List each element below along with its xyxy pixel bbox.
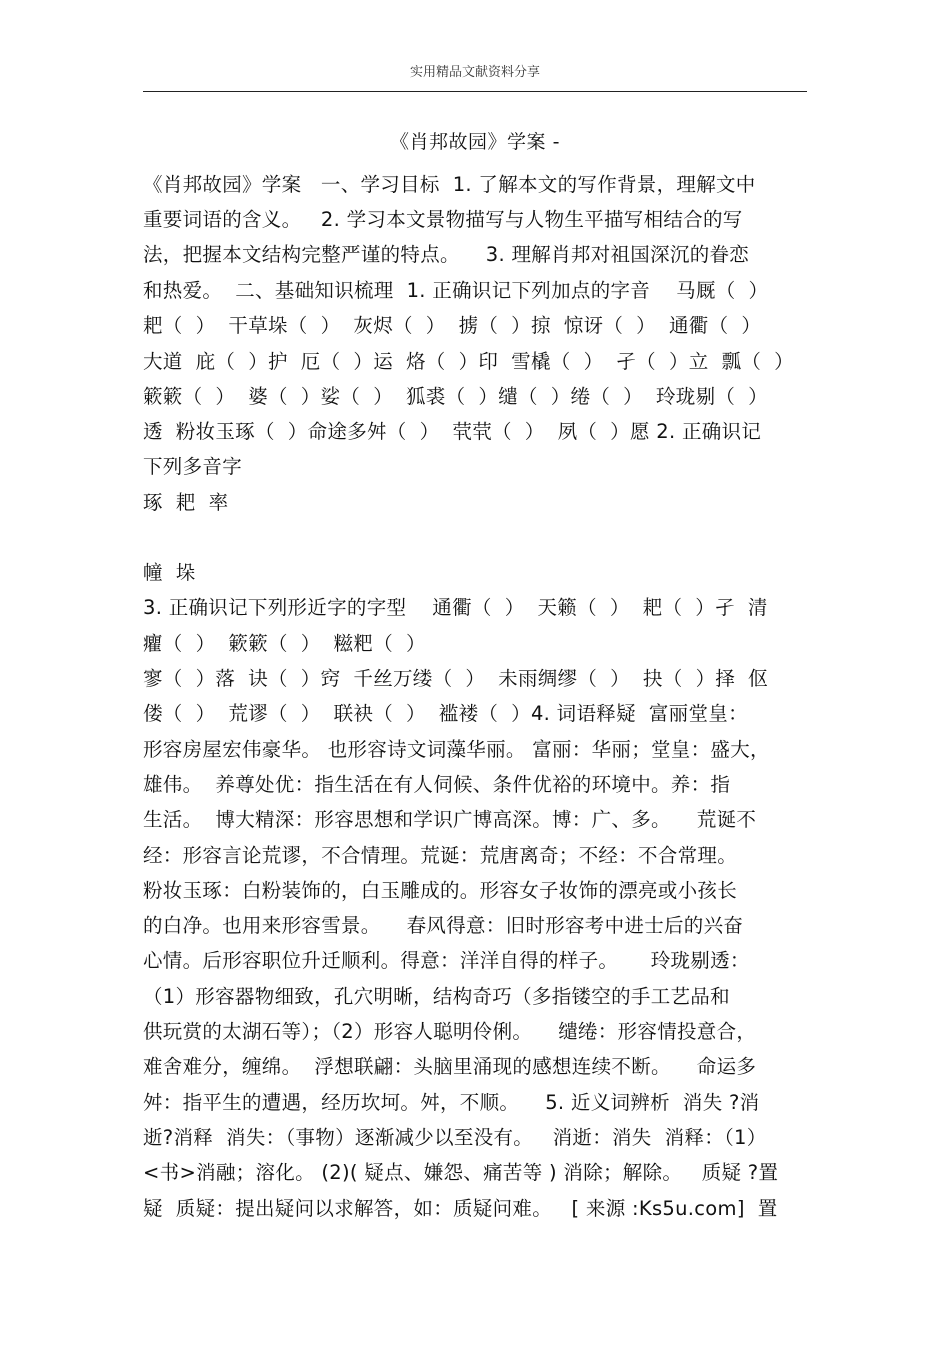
- body-line: 和热爱。 二、基础知识梳理 1. 正确识记下列加点的字音 马厩（ ）: [143, 279, 769, 302]
- body-line: 琢 耙 率: [143, 491, 229, 514]
- body-line: 簌簌（ ） 婆（ ）娑（ ） 狐裘（ ）缱（ ）绻（ ） 玲珑剔（ ）: [143, 385, 768, 408]
- body-line: 3. 正确识记下列形近字的字型 通衢（ ） 天籁（ ） 耙（ ）孑 清: [143, 596, 768, 619]
- body-line: 法，把握本文结构完整严谨的特点。 3. 理解肖邦对祖国深沉的眷恋: [143, 243, 750, 266]
- body-line: 癯（ ） 簌簌（ ） 糍粑（ ）: [143, 632, 426, 655]
- page-header: 实用精品文献资料分享: [409, 65, 540, 80]
- body-line: 大道 庇（ ）护 厄（ ）运 烙（ ）印 雪橇（ ） 孑（ ）立 瓢（ ）: [143, 350, 794, 373]
- body-line: 经：形容言论荒谬，不合情理。荒诞：荒唐离奇；不经：不合常理。: [143, 844, 738, 867]
- body-line: 寥（ ）落 诀（ ）窍 千丝万缕（ ） 未雨绸缪（ ） 抉（ ）择 伛: [143, 667, 768, 690]
- body-line: 难舍难分，缠绵。 浮想联翩：头脑里涌现的感想连续不断。 命运多: [143, 1055, 757, 1078]
- body-line: （1）形容器物细致，孔穴明晰，结构奇巧（多指镂空的手工艺品和: [143, 985, 730, 1008]
- body-line: 粉妆玉琢：白粉装饰的，白玉雕成的。形容女子妆饰的漂亮或小孩长: [143, 879, 738, 902]
- body-line: 逝?消释 消失：（事物）逐渐减少以至没有。 消逝：消失 消释：（1）: [143, 1126, 767, 1149]
- body-line: <书>消融；溶化。 (2)( 疑点、嫌怨、痛苦等 ) 消除；解除。 质疑 ?置: [143, 1161, 779, 1184]
- body-line: 生活。 博大精深：形容思想和学识广博高深。博：广、多。 荒诞不: [143, 808, 757, 831]
- body-line: 重要词语的含义。 2. 学习本文景物描写与人物生平描写相结合的写: [143, 208, 743, 231]
- body-line: 下列多音字: [143, 455, 243, 478]
- body-line: 耙（ ） 干草垛（ ） 灰烬（ ） 掳（ ）掠 惊讶（ ） 通衢（ ）: [143, 314, 762, 337]
- document-title: 《肖邦故园》学案 -: [390, 131, 560, 153]
- body-line: 供玩赏的太湖石等）；（2）形容人聪明伶俐。 缱绻：形容情投意合，: [143, 1020, 757, 1043]
- header-divider: [143, 91, 807, 92]
- body-line: 偻（ ） 荒谬（ ） 联袂（ ） 褴褛（ ）4. 词语释疑 富丽堂皇：: [143, 702, 748, 725]
- body-line: 雄伟。 养尊处优：指生活在有人伺候、条件优裕的环境中。养：指: [143, 773, 731, 796]
- body-line: 《肖邦故园》学案 一、学习目标 1. 了解本文的写作背景，理解文中: [143, 173, 756, 196]
- body-line: 形容房屋宏伟豪华。 也形容诗文词藻华丽。 富丽：华丽；堂皇：盛大，: [143, 738, 770, 761]
- body-line: 透 粉妆玉琢（ ）命途多舛（ ） 茕茕（ ） 夙（ ）愿 2. 正确识记: [143, 420, 762, 443]
- body-line: 心情。后形容职位升迁顺利。得意：洋洋自得的样子。 玲珑剔透：: [143, 949, 750, 972]
- body-line: 疑 质疑：提出疑问以求解答，如：质疑问难。 [ 来源 :Ks5u.com] 置: [143, 1197, 778, 1220]
- body-line: 舛：指平生的遭遇，经历坎坷。舛，不顺。 5. 近义词辨析 消失 ?消: [143, 1091, 760, 1114]
- body-line: 的白净。也用来形容雪景。 春风得意：旧时形容考中进士后的兴奋: [143, 914, 744, 937]
- body-line: 幢 垛: [143, 561, 196, 584]
